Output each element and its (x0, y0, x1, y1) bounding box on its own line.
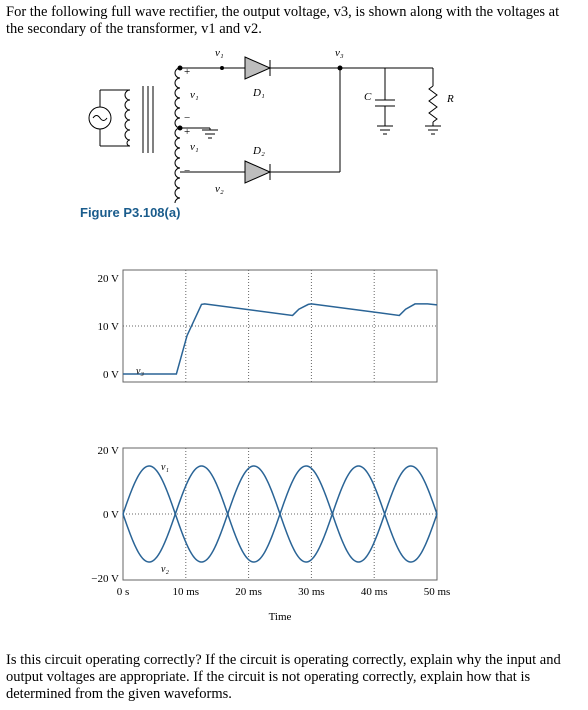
bot-ytick-label-2: −20 V (91, 573, 119, 585)
minus-sign-1: − (184, 112, 191, 124)
figure-caption: Figure P3.108(a) (80, 205, 181, 220)
primary-winding (125, 90, 130, 146)
bot-ytick-label-0: 20 V (97, 445, 119, 457)
v2-node-label: v₂ (215, 183, 224, 195)
intro-paragraph: For the following full wave rectifier, the output voltage, v3, is shown along with the voltages at the secondary of the transformer, v1 and v2. (6, 4, 560, 37)
v1-node-label: v₁ (215, 47, 224, 59)
x-axis-title: Time (268, 611, 292, 623)
waveform-plots (0, 250, 588, 630)
v3-curve-label: v₃ (136, 366, 144, 377)
minus-sign-2: − (184, 165, 191, 177)
bot-xtick-label-5: 50 ms (423, 586, 451, 598)
v1-winding-label: v₁ (190, 89, 199, 101)
bot-xtick-label-2: 20 ms (235, 586, 262, 598)
series-v3 (123, 304, 437, 374)
question-paragraph: Is this circuit operating correctly? If the circuit is operating correctly, explain why the input and output voltages are appropriate. If the circuit is not operating correctly, explain how that is determined from the given waveforms. (6, 652, 561, 702)
bot-xtick-label-1: 10 ms (172, 586, 200, 598)
top-ytick-label-1: 10 V (97, 321, 119, 333)
bot-xtick-label-4: 40 ms (360, 586, 388, 598)
d2-label: D₂ (253, 145, 265, 157)
bot-xtick-label-0: 0 s (116, 586, 130, 598)
d2-diode (245, 161, 270, 183)
v3-node-label: v₃ (335, 47, 344, 59)
d1-label: D₁ (253, 87, 265, 99)
v2-curve-label: v₂ (161, 564, 169, 575)
bot-ytick-label-1: 0 V (103, 509, 119, 521)
v1-lower-label: v₁ (190, 141, 199, 153)
resistor-label: R (447, 93, 454, 105)
rectifier-circuit-diagram (0, 38, 470, 203)
secondary-winding (175, 68, 180, 203)
bot-xtick-label-3: 30 ms (298, 586, 325, 598)
top-ytick-label-0: 20 V (97, 273, 119, 285)
resistor-zigzag (429, 86, 437, 122)
top-ytick-label-2: 0 V (103, 369, 119, 381)
sine-icon (93, 116, 107, 121)
capacitor-label: C (364, 91, 372, 103)
plus-sign-1: + (184, 66, 191, 78)
series-v2 (123, 466, 437, 562)
v1-curve-label: v₁ (161, 462, 169, 473)
d1-diode (245, 57, 270, 79)
plus-sign-2: + (184, 126, 191, 138)
